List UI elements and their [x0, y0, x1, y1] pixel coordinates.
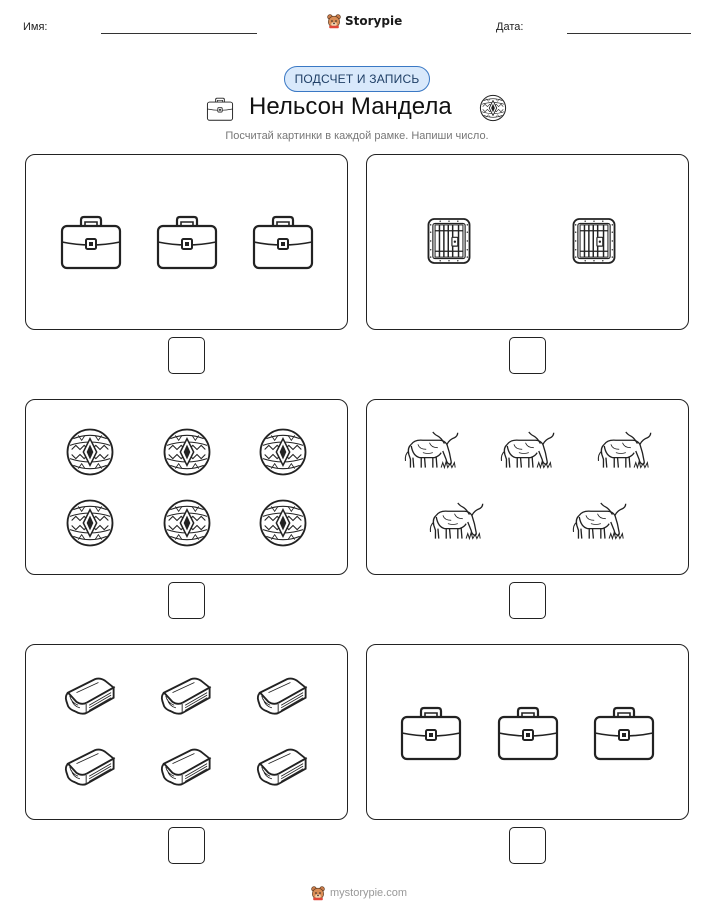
briefcase-icon	[155, 212, 219, 272]
prison-door-icon	[427, 209, 471, 273]
shield-icon	[65, 498, 115, 548]
book-icon	[255, 674, 309, 718]
brand-name: Storypie	[345, 14, 403, 28]
prison-door-icon	[572, 209, 616, 273]
briefcase-icon	[205, 96, 235, 122]
shield-icon	[479, 94, 507, 122]
date-label: Дата:	[496, 21, 524, 33]
ox-icon	[499, 431, 557, 471]
footer-url[interactable]: mystorypie.com	[330, 887, 408, 899]
answer-box-3[interactable]	[168, 582, 205, 619]
briefcase-icon	[496, 703, 560, 763]
briefcase-icon	[399, 703, 463, 763]
book-icon	[255, 745, 309, 789]
bear-icon	[310, 885, 326, 901]
name-line[interactable]	[101, 33, 257, 34]
ox-icon	[571, 502, 629, 542]
ox-icon	[403, 431, 461, 471]
footer	[310, 885, 407, 901]
ox-icon	[596, 431, 654, 471]
count-panel-2	[366, 154, 689, 330]
answer-box-6[interactable]	[509, 827, 546, 864]
shield-icon	[258, 427, 308, 477]
count-panel-5	[25, 644, 348, 820]
count-panel-3	[25, 399, 348, 575]
date-line[interactable]	[567, 33, 691, 34]
ox-icon	[428, 502, 486, 542]
answer-box-5[interactable]	[168, 827, 205, 864]
brand-logo	[326, 13, 402, 29]
count-panel-1	[25, 154, 348, 330]
instruction-text: Посчитай картинки в каждой рамке. Напиши число.	[225, 130, 489, 142]
category-badge: ПОДСЧЕТ И ЗАПИСЬ	[284, 66, 430, 92]
answer-box-2[interactable]	[509, 337, 546, 374]
briefcase-icon	[592, 703, 656, 763]
book-icon	[63, 674, 117, 718]
shield-icon	[258, 498, 308, 548]
book-icon	[159, 745, 213, 789]
briefcase-icon	[251, 212, 315, 272]
answer-box-4[interactable]	[509, 582, 546, 619]
count-panel-6	[366, 644, 689, 820]
book-icon	[159, 674, 213, 718]
shield-icon	[162, 427, 212, 477]
shield-icon	[162, 498, 212, 548]
shield-icon	[65, 427, 115, 477]
bear-icon	[326, 13, 342, 29]
book-icon	[63, 745, 117, 789]
count-panel-4	[366, 399, 689, 575]
briefcase-icon	[59, 212, 123, 272]
page-title: Нельсон Мандела	[249, 93, 452, 120]
answer-box-1[interactable]	[168, 337, 205, 374]
name-label: Имя:	[23, 21, 48, 33]
